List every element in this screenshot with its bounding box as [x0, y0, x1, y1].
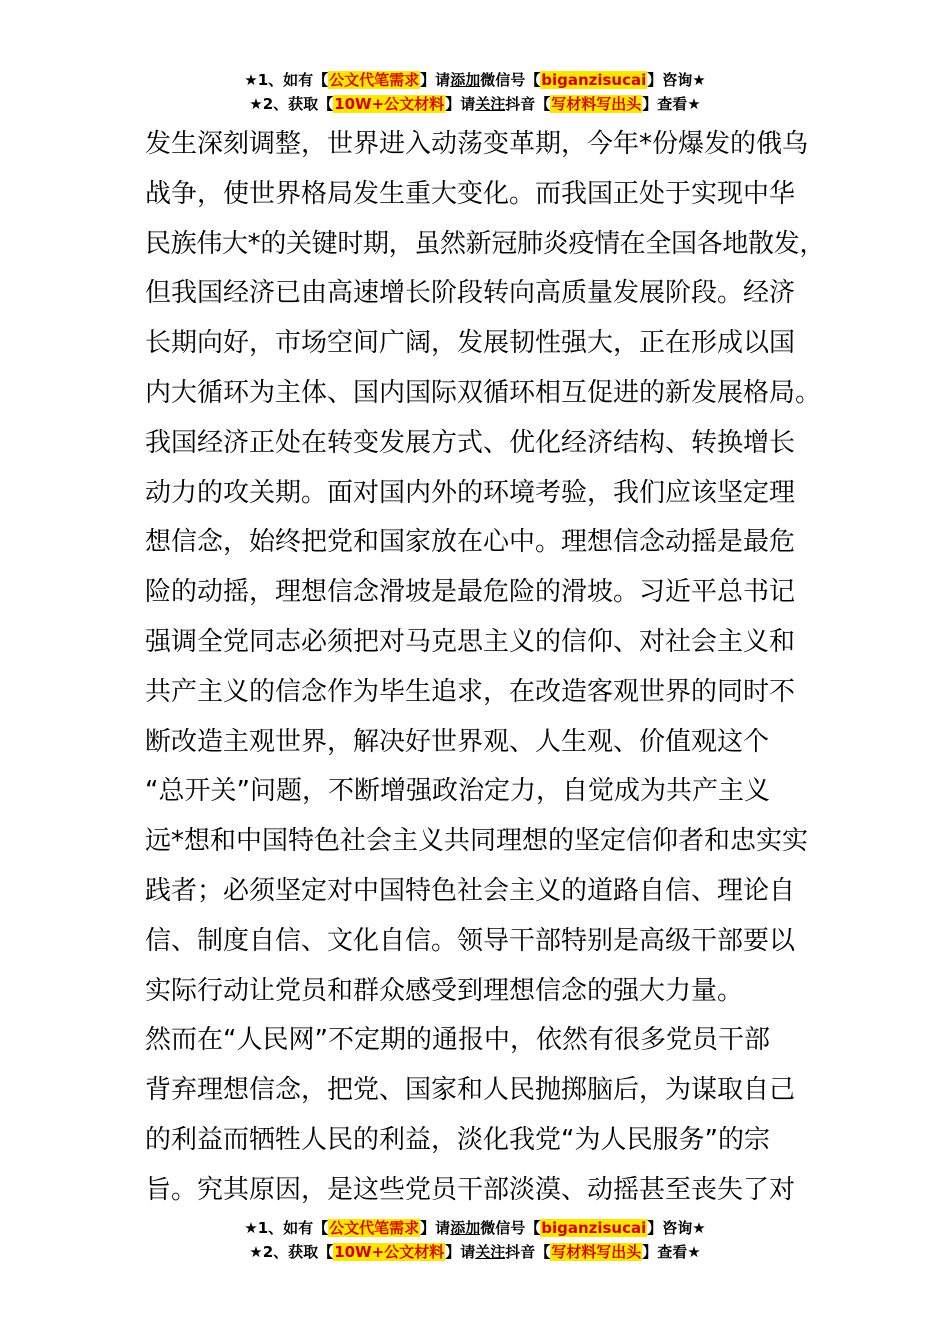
promo-text: ★2、获取【 — [249, 95, 334, 113]
body-line: 想信念，始终把党和国家放在心中。理想信念动摇是最危 — [145, 527, 796, 558]
body-line: 信、制度自信、文化自信。领导干部特别是高级干部要以 — [145, 925, 796, 956]
promo-text: 】请 — [445, 1243, 476, 1261]
promo-text: 抖音【 — [505, 95, 551, 113]
promo-highlight: 公文代笔需求 — [329, 1219, 420, 1237]
promo-text: 抖音【 — [505, 1243, 551, 1261]
promo-underline: 关注 — [475, 95, 506, 113]
promo-text: 】查看★ — [642, 95, 701, 113]
promo-line-1 — [0, 68, 950, 92]
promo-text: 】咨询★ — [647, 1219, 706, 1237]
promo-highlight: biganzisucai — [541, 1219, 647, 1237]
body-line: 践者；必须坚定对中国特色社会主义的道路自信、理论自 — [145, 875, 796, 906]
promo-text: 微信号【 — [480, 71, 541, 89]
body-line: 强调全党同志必须把对马克思主义的信仰、对社会主义和 — [145, 626, 796, 657]
body-line: 但我国经济已由高速增长阶段转向高质量发展阶段。经济 — [145, 278, 796, 309]
body-line: 旨。究其原因，是这些党员干部淡漠、动摇甚至丧失了对 — [145, 1174, 796, 1205]
document-body — [145, 120, 825, 1216]
promo-highlight: 写材料写出头 — [551, 95, 642, 113]
promo-text: 】请 — [420, 71, 451, 89]
promo-text: 微信号【 — [480, 1219, 541, 1237]
promo-highlight: 10W+公文材料 — [334, 1243, 445, 1261]
body-line: 我国经济正处在转变发展方式、优化经济结构、转换增长 — [145, 427, 796, 458]
body-line: 共产主义的信念作为毕生追求，在改造客观世界的同时不 — [145, 676, 796, 707]
promo-text: 】请 — [445, 95, 476, 113]
promo-underline: 添加 — [450, 1219, 481, 1237]
promo-text: ★1、如有【 — [244, 71, 329, 89]
promo-underline: 关注 — [475, 1243, 506, 1261]
body-line: 长期向好，市场空间广阔，发展韧性强大，正在形成以国 — [145, 328, 796, 359]
body-line: 战争，使世界格局发生重大变化。而我国正处于实现中华 — [145, 178, 796, 209]
promo-text: ★1、如有【 — [244, 1219, 329, 1237]
promo-text: 】请 — [420, 1219, 451, 1237]
body-line: 发生深刻调整，世界进入动荡变革期，今年*份爆发的俄乌 — [145, 129, 809, 159]
body-line: 民族伟大*的关键时期，虽然新冠肺炎疫情在全国各地散发， — [145, 228, 826, 259]
promo-highlight: 写材料写出头 — [551, 1243, 642, 1261]
footer-promo-banner — [0, 1216, 950, 1264]
promo-highlight: 10W+公文材料 — [334, 95, 445, 113]
promo-text: 】咨询★ — [647, 71, 706, 89]
promo-highlight: biganzisucai — [541, 71, 647, 89]
body-line: 背弃理想信念，把党、国家和人民抛掷脑后，为谋取自己 — [145, 1075, 796, 1106]
promo-text: 】查看★ — [642, 1243, 701, 1261]
body-line: 内大循环为主体、国内国际双循环相互促进的新发展格局。 — [145, 377, 822, 408]
body-line: 实际行动让党员和群众感受到理想信念的强大力量。 — [145, 975, 744, 1006]
body-line: 远*想和中国特色社会主义共同理想的坚定信仰者和忠实实 — [145, 826, 809, 857]
promo-highlight: 公文代笔需求 — [329, 71, 420, 89]
body-line: 然而在“人民网”不定期的通报中，依然有很多党员干部 — [145, 1025, 770, 1056]
body-line: “总开关”问题，不断增强政治定力，自觉成为共产主义 — [145, 776, 770, 807]
promo-line-2 — [0, 1240, 950, 1264]
promo-line-2 — [0, 92, 950, 116]
body-line: 动力的攻关期。面对国内外的环境考验，我们应该坚定理 — [145, 477, 796, 508]
body-line: 的利益而牺牲人民的利益，淡化我党“为人民服务”的宗 — [145, 1124, 770, 1155]
promo-underline: 添加 — [450, 71, 481, 89]
header-promo-banner — [0, 68, 950, 116]
promo-line-1 — [0, 1216, 950, 1240]
promo-text: ★2、获取【 — [249, 1243, 334, 1261]
body-line: 断改造主观世界，解决好世界观、人生观、价值观这个 — [145, 726, 770, 757]
body-line: 险的动摇，理想信念滑坡是最危险的滑坡。习近平总书记 — [145, 577, 796, 608]
